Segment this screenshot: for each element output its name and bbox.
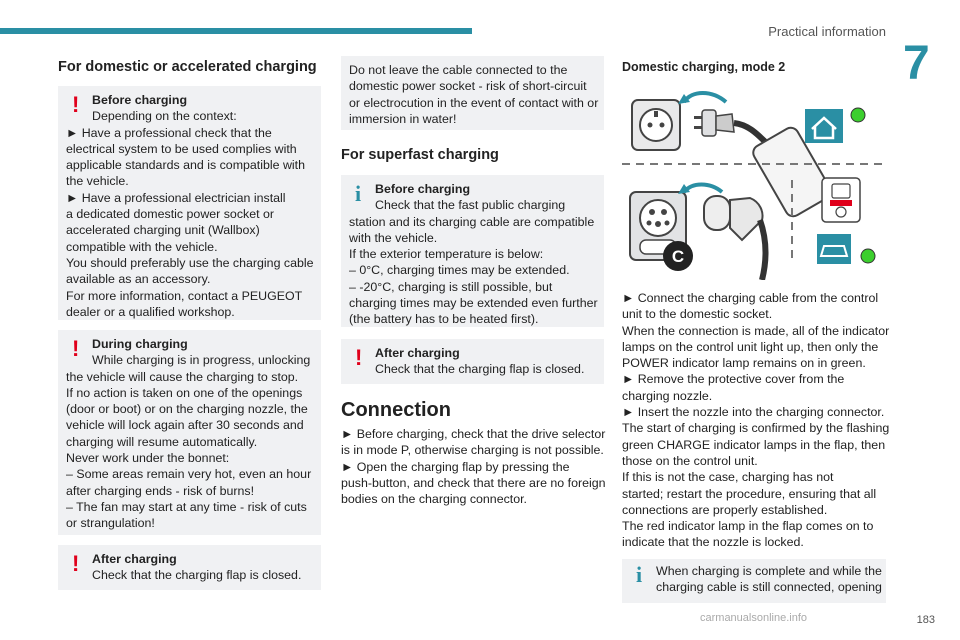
box-line: the vehicle. (66, 174, 129, 189)
box-line: For more information, contact a PEUGEOT (66, 288, 303, 303)
info-box-before-charging (341, 175, 604, 327)
warning-box-during-charging (58, 330, 321, 535)
text-line: indicate that the nozzle is locked. (622, 535, 804, 550)
connection-text (341, 426, 604, 507)
box-line: compatible with the vehicle. (66, 239, 218, 254)
text-line: charging nozzle. (622, 388, 713, 403)
box-line: Never work under the bonnet: (66, 451, 230, 466)
charging-nozzle-icon (704, 196, 766, 280)
box-title: During charging (92, 337, 188, 351)
box-title: After charging (92, 552, 177, 566)
text-line: bodies on the charging connector. (341, 492, 527, 507)
box-line: ► Have a professional check that the (66, 125, 272, 140)
box-line: immersion in water! (349, 111, 457, 126)
box-line: a dedicated domestic power socket or (66, 207, 274, 222)
box-line: domestic power socket - risk of short-circuit (349, 79, 587, 94)
box-title: Before charging (92, 93, 188, 107)
text-line: push-button, and check that there are no foreign (341, 475, 606, 490)
text-line: ► Before charging, check that the drive selector (341, 427, 606, 441)
text-line: ► Remove the protective cover from the (622, 372, 845, 387)
box-title: Before charging (375, 182, 471, 196)
text-line: is in mode P, otherwise charging is not possible. (341, 443, 604, 458)
heading-superfast-charging: For superfast charging (341, 147, 499, 163)
info-icon: i (636, 561, 643, 587)
text-line: ► Connect the charging cable from the control (622, 291, 879, 305)
info-icon: i (355, 181, 362, 206)
box-line: with the vehicle. (349, 230, 438, 245)
text-line: connections are properly established. (622, 502, 828, 517)
warning-box-before-charging (58, 86, 321, 320)
box-line: Check that the fast public charging (375, 198, 566, 213)
warning-box-after-charging (58, 545, 321, 590)
box-line: (door or boot) or on the charging nozzle, the (66, 402, 308, 417)
heading-connection: Connection (341, 399, 451, 421)
car-lamp-icon (817, 234, 875, 264)
flap-indicator-panel (822, 178, 860, 222)
warning-box-after-charging (341, 339, 604, 384)
instructions-text (622, 290, 890, 551)
box-line: (the battery has to be heated first). (349, 312, 539, 327)
box-line: vehicle will lock again after 30 seconds and (66, 418, 304, 433)
text-line: If this is not the case, charging has not (622, 470, 834, 485)
text-line: The red indicator lamp in the flap comes on to (622, 519, 874, 534)
domestic-plug-icon (694, 110, 772, 148)
text-line: When the connection is made, all of the indicator (622, 323, 890, 338)
box-title: After charging (375, 346, 460, 360)
text-line: those on the control unit. (622, 453, 758, 468)
info-box-charging-complete (622, 559, 886, 603)
text-line: started; restart the procedure, ensuring that all (622, 486, 877, 501)
heading-domestic-mode-2: Domestic charging, mode 2 (622, 60, 786, 74)
box-line: You should preferably use the charging cable (66, 255, 314, 270)
text-line: ► Insert the nozzle into the charging connector. (622, 405, 885, 420)
text-line: ► Open the charging flap by pressing the (341, 459, 570, 474)
box-line: charging times may be extended even further (349, 296, 598, 311)
box-line: accelerated charging unit (Wallbox) (66, 223, 260, 238)
box-line: charging will resume automatically. (66, 434, 258, 449)
chapter-number: 7 (903, 37, 930, 90)
warning-icon: ! (355, 345, 363, 370)
box-line: electrical system to be used complies with (66, 141, 297, 156)
box-line: – -20°C, charging is still possible, but (349, 279, 553, 294)
box-line: after charging ends - risk of burns! (66, 483, 255, 498)
box-line: – 0°C, charging times may be extended. (349, 263, 570, 278)
box-line: – Some areas remain very hot, even an hour (66, 467, 312, 482)
text-line: lamps on the control unit light up, then only the (622, 339, 879, 354)
text-line: green CHARGE indicator lamps in the flap, then (622, 437, 886, 452)
warning-icon: ! (72, 551, 80, 576)
section-title: Practical information (768, 24, 886, 39)
box-line: or strangulation! (66, 516, 155, 531)
box-line: dealer or a qualified workshop. (66, 304, 235, 319)
header-accent-bar (0, 28, 472, 34)
page-number: 183 (916, 614, 935, 626)
figure-label-badge (663, 241, 693, 271)
text-line: The start of charging is confirmed by the flashing (622, 421, 890, 436)
heading-domestic-charging: For domestic or accelerated charging (58, 59, 317, 75)
column-2 (341, 56, 604, 507)
box-line: Check that the charging flap is closed. (375, 362, 585, 377)
box-line: applicable standards and is compatible with (66, 158, 306, 173)
note-box-cable (341, 56, 604, 130)
home-lamp-icon (805, 108, 865, 143)
box-line: If no action is taken on one of the openings (66, 385, 303, 400)
box-line: or electrocution in the event of contact with or (349, 95, 599, 110)
box-line: charging cable is still connected, opening (656, 580, 882, 595)
domestic-socket-icon (632, 100, 680, 150)
box-line: available as an accessory. (66, 272, 211, 287)
box-line: – The fan may start at any time - risk of cuts (66, 499, 307, 514)
watermark: carmanualsonline.info (700, 612, 808, 624)
box-line: Do not leave the cable connected to the (349, 63, 568, 77)
charging-illustration (622, 80, 886, 280)
box-line: the vehicle will cause the charging to stop. (66, 369, 299, 384)
column-3 (622, 56, 890, 603)
box-line: Check that the charging flap is closed. (92, 568, 302, 583)
text-line: POWER indicator lamp remains on in green. (622, 356, 866, 371)
warning-icon: ! (72, 92, 80, 117)
warning-icon: ! (72, 336, 80, 361)
arrow-icon (684, 185, 722, 193)
box-line: If the exterior temperature is below: (349, 247, 544, 262)
box-line: While charging is in progress, unlocking (92, 353, 311, 368)
box-line: Depending on the context: (92, 109, 237, 124)
box-line: ► Have a professional electrician install (66, 190, 286, 205)
svg-text:C: C (671, 247, 685, 266)
text-line: unit to the domestic socket. (622, 307, 773, 322)
box-line: When charging is complete and while the (656, 563, 882, 578)
arrow-icon (684, 93, 726, 102)
column-1 (58, 56, 321, 590)
box-line: station and its charging cable are compatible (349, 214, 595, 229)
